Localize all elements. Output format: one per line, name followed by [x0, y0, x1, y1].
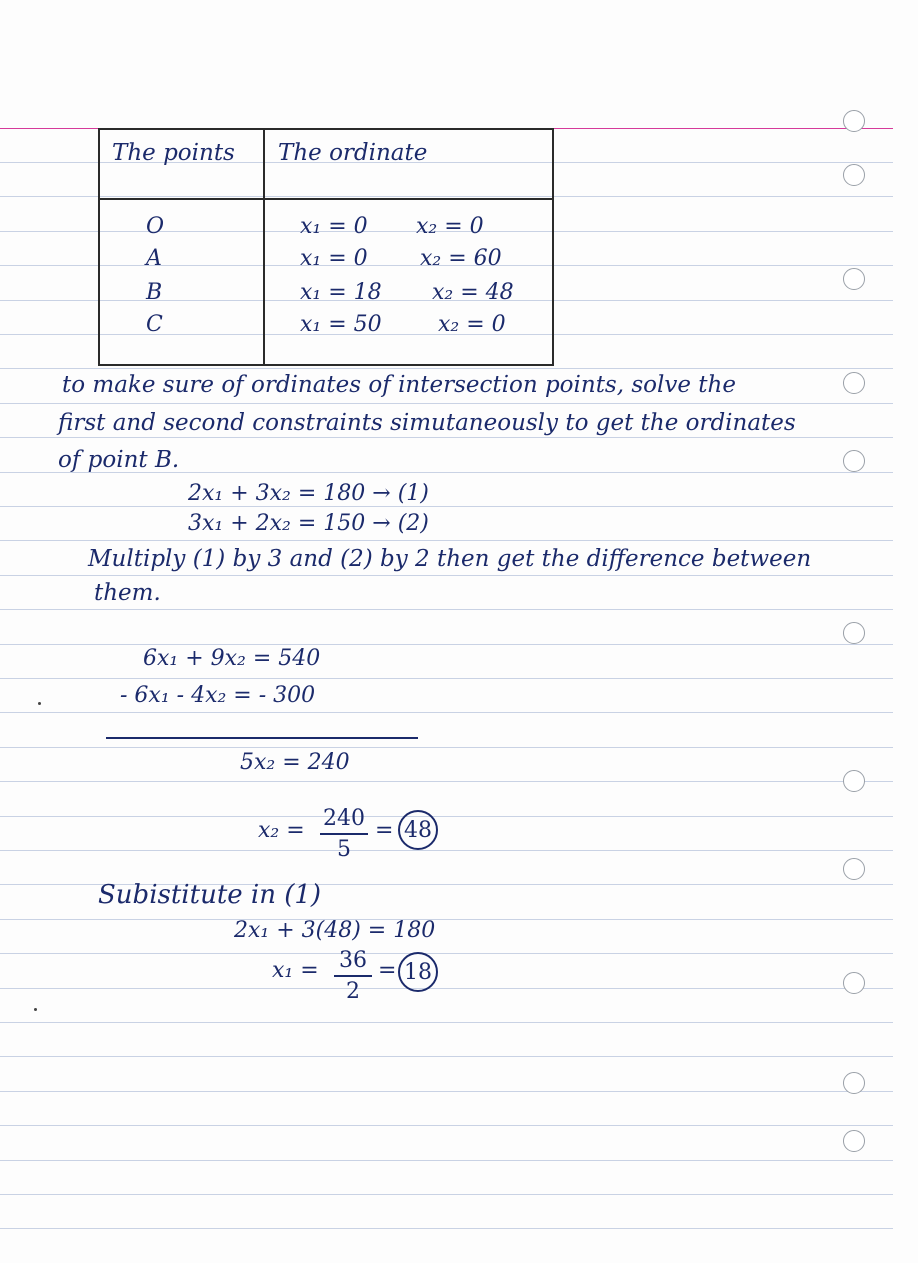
table-cell-x1-b: x₁ = 18	[300, 280, 382, 305]
table-cell-point-b: B	[146, 280, 163, 305]
ruled-line	[0, 712, 893, 713]
x1-fraction	[334, 948, 372, 1004]
x2-numerator: 240	[320, 806, 368, 835]
ink-dot	[34, 1008, 37, 1011]
ruled-line	[0, 575, 893, 576]
equation-1: 2x₁ + 3x₂ = 180 → (1)	[188, 481, 429, 506]
table-cell-x2-c: x₂ = 0	[438, 312, 506, 337]
substitute-equation: 2x₁ + 3(48) = 180	[234, 918, 436, 943]
subtraction-result: 5x₂ = 240	[240, 750, 350, 775]
ruled-line	[0, 988, 893, 989]
explanation-line-3: of point B.	[58, 447, 180, 473]
ruled-line	[0, 1091, 893, 1092]
explanation-line-2: first and second constraints simutaneously to get the ordinates	[58, 410, 796, 436]
ruled-line	[0, 368, 893, 369]
table-cell-point-c: C	[146, 312, 163, 337]
ruled-line	[0, 919, 893, 920]
ruled-line	[0, 1228, 893, 1229]
table-cell-x1-a: x₁ = 0	[300, 246, 368, 271]
binder-hole	[843, 1072, 865, 1094]
table-cell-x2-o: x₂ = 0	[416, 214, 484, 239]
subtraction-row-2: - 6x₁ - 4x₂ = - 300	[120, 683, 316, 708]
table-column-divider	[263, 128, 265, 366]
ruled-line	[0, 781, 893, 782]
x2-answer: 48	[398, 810, 438, 850]
table-header-points: The points	[112, 140, 235, 166]
x1-answer: 18	[398, 952, 438, 992]
binder-hole	[843, 164, 865, 186]
ruled-line	[0, 1160, 893, 1161]
x2-fraction	[320, 806, 368, 862]
x1-numerator: 36	[334, 948, 372, 977]
instruction-line-2: them.	[94, 580, 161, 606]
table-cell-x1-o: x₁ = 0	[300, 214, 368, 239]
table-header-divider	[98, 198, 554, 200]
table-cell-x1-c: x₁ = 50	[300, 312, 382, 337]
table-cell-point-o: O	[146, 214, 165, 239]
subtraction-row-1: 6x₁ + 9x₂ = 540	[143, 646, 321, 671]
table-header-ordinate: The ordinate	[278, 140, 428, 166]
x1-lhs: x₁ =	[272, 958, 319, 983]
ruled-line	[0, 1194, 893, 1195]
ruled-line	[0, 816, 893, 817]
table-border-bottom	[98, 364, 554, 366]
ruled-line	[0, 644, 893, 645]
table-border-right	[552, 128, 554, 366]
binder-hole	[843, 268, 865, 290]
x1-denominator: 2	[346, 979, 360, 1004]
points-table	[98, 128, 554, 366]
ruled-line	[0, 506, 893, 507]
ruled-line	[0, 540, 893, 541]
binder-hole	[843, 372, 865, 394]
explanation-line-1: to make sure of ordinates of intersection points, solve the	[62, 372, 736, 398]
table-cell-x2-a: x₂ = 60	[420, 246, 502, 271]
x2-denominator: 5	[337, 837, 351, 862]
binder-hole	[843, 450, 865, 472]
ruled-line	[0, 1125, 893, 1126]
ruled-line	[0, 1056, 893, 1057]
binder-hole	[843, 858, 865, 880]
equation-2: 3x₁ + 2x₂ = 150 → (2)	[188, 511, 429, 536]
table-border-left	[98, 128, 100, 366]
table-cell-point-a: A	[146, 246, 162, 271]
ruled-line	[0, 403, 893, 404]
ruled-line	[0, 850, 893, 851]
binder-hole	[843, 110, 865, 132]
x2-equals: =	[375, 818, 394, 843]
binder-hole	[843, 1130, 865, 1152]
ink-dot	[38, 702, 41, 705]
ruled-line	[0, 437, 893, 438]
x1-equals: =	[378, 958, 397, 983]
x2-answer-circle	[398, 810, 438, 850]
binder-hole	[843, 770, 865, 792]
x2-lhs: x₂ =	[258, 818, 305, 843]
ruled-line	[0, 747, 893, 748]
ruled-line	[0, 609, 893, 610]
table-cell-x2-b: x₂ = 48	[432, 280, 514, 305]
substitute-heading: Subistitute in (1)	[98, 880, 322, 910]
binder-hole	[843, 972, 865, 994]
ruled-line	[0, 953, 893, 954]
ruled-line	[0, 678, 893, 679]
ruled-line	[0, 1022, 893, 1023]
subtraction-bar	[106, 737, 418, 739]
table-border-top	[98, 128, 554, 130]
instruction-line-1: Multiply (1) by 3 and (2) by 2 then get the difference between	[88, 546, 812, 572]
x1-answer-circle	[398, 952, 438, 992]
binder-hole	[843, 622, 865, 644]
